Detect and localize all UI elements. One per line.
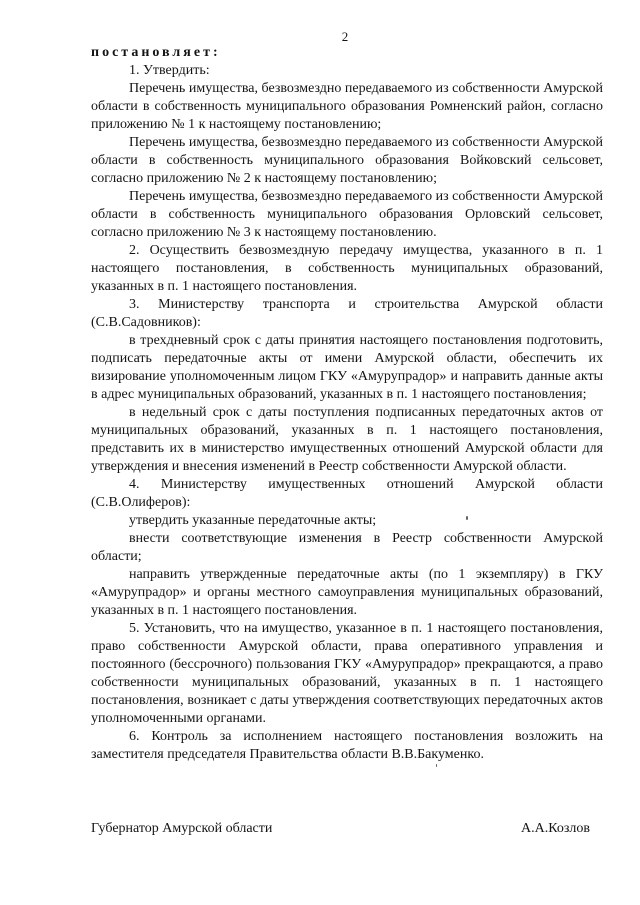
decree-heading — [91, 44, 603, 62]
paragraph-1: 1. Утвердить: — [129, 63, 210, 78]
paragraph-3-item-2: в недельный срок с даты поступления подписанных передаточных актов от муниципальных образований, указанных в п. 1 настоящего постановления, представить их в министерство имущественных отношений Амурской области для утверждения и внесения изменений в Реестр собственности Амурской области. — [91, 405, 603, 474]
paragraph-5: 5. Установить, что на имущество, указанное в п. 1 настоящего постановления, право собственности Амурской области, права оперативного управления и постоянного (бессрочного) пользования ГКУ «Амурупрадор» прекращаются, а право собственности муниципальных образований, указанных в п. 1 настоящего постановления, возникает с даты утверждения соответствующих передаточных актов уполномоченными органами. — [91, 621, 603, 726]
page-number: 2 — [341, 29, 349, 44]
scan-speck — [466, 516, 468, 520]
decree-word: постановляет: — [91, 45, 221, 60]
paragraph-4-item-1: утвердить указанные передаточные акты; — [129, 513, 377, 528]
paragraph-1-list-voikovsky: Перечень имущества, безвозмездно передаваемого из собственности Амурской области в собственность муниципального образования Войковский сельсовет, согласно приложению № 2 к настоящему постановлению; — [91, 135, 603, 186]
signature-block — [91, 820, 590, 838]
paragraph-2: 2. Осуществить безвозмездную передачу имущества, указанного в п. 1 настоящего постановления, в собственность муниципальных образований, указанных в п. 1 настоящего постановления. — [91, 243, 603, 294]
paragraph-1-list-orlovsky: Перечень имущества, безвозмездно передаваемого из собственности Амурской области в собственность муниципального образования Орловский сельсовет, согласно приложению № 3 к настоящему постановлению. — [91, 189, 603, 240]
paragraph-4: 4. Министерству имущественных отношений Амурской области (С.В.Олиферов): — [91, 477, 603, 510]
paragraph-4-item-3: направить утвержденные передаточные акты (по 1 экземпляру) в ГКУ «Амурупрадор» и органы местного самоуправления муниципальных образований, указанных в п. 1 настоящего постановления. — [91, 567, 603, 618]
signatory-title: Губернатор Амурской области — [91, 821, 273, 836]
scan-speck — [436, 764, 437, 767]
paragraph-1-list-romnensky: Перечень имущества, безвозмездно передаваемого из собственности Амурской области в собственность муниципального образования Ромненский район, согласно приложению № 1 к настоящему постановлению; — [91, 81, 603, 132]
paragraph-3: 3. Министерству транспорта и строительства Амурской области (С.В.Садовников): — [91, 297, 603, 330]
decree-body — [91, 44, 603, 764]
signatory-name: А.А.Козлов — [521, 821, 590, 836]
paragraph-6: 6. Контроль за исполнением настоящего постановления возложить на заместителя председателя Правительства области В.В.Бакуменко. — [91, 729, 603, 762]
paragraph-4-item-2: внести соответствующие изменения в Реестр собственности Амурской области; — [91, 531, 603, 564]
paragraph-3-item-1: в трехдневный срок с даты принятия настоящего постановления подготовить, подписать передаточные акты от имени Амурской области, обеспечить их визирование уполномоченным лицом ГКУ «Амурупрадор» и направить данные акты в адрес муниципальных образований, указанных в п. 1 настоящего постановления; — [91, 333, 603, 402]
